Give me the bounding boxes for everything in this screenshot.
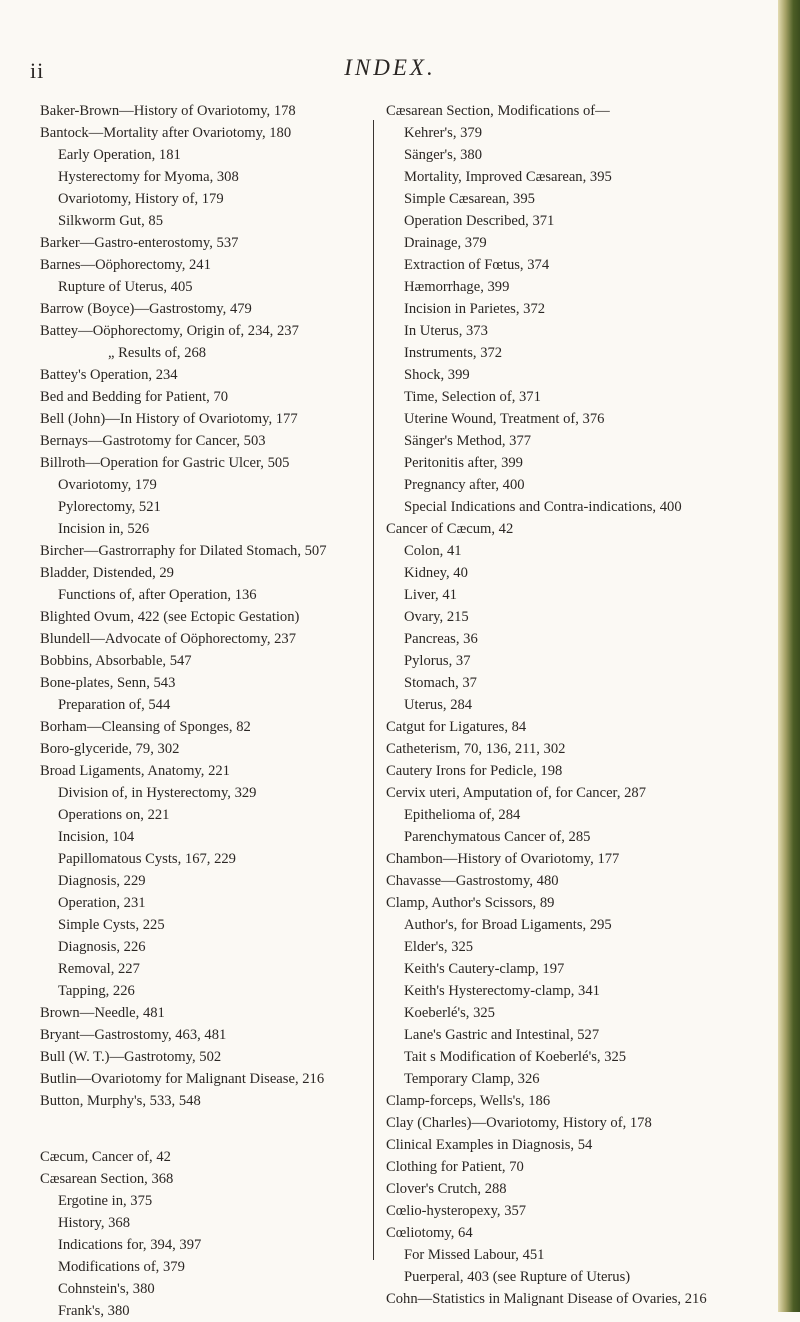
index-subentry: Functions of, after Operation, 136 xyxy=(58,587,257,603)
index-subentry: Kehrer's, 379 xyxy=(404,125,483,141)
index-subentry: Incision, 104 xyxy=(58,829,135,845)
index-entry: Cæsarean Section, 368 xyxy=(40,1171,174,1187)
index-subentry: Pancreas, 36 xyxy=(404,631,478,647)
page-title: INDEX. xyxy=(344,55,436,80)
page-number: ii xyxy=(30,58,45,83)
index-subentry: Sänger's, 380 xyxy=(404,147,483,163)
index-entry: Bryant—Gastrostomy, 463, 481 xyxy=(40,1027,227,1043)
index-subentry: Instruments, 372 xyxy=(404,345,503,361)
index-subentry: Ovariotomy, History of, 179 xyxy=(58,191,224,207)
index-entry: Battey's Operation, 234 xyxy=(40,367,178,383)
index-subentry: Temporary Clamp, 326 xyxy=(404,1071,540,1087)
index-subentry: Preparation of, 544 xyxy=(58,697,171,713)
index-subentry: Ergotine in, 375 xyxy=(58,1193,153,1209)
index-subentry: Operation Described, 371 xyxy=(404,213,555,229)
index-subentry: Puerperal, 403 (see Rupture of Uterus) xyxy=(404,1269,631,1285)
index-entry: Bobbins, Absorbable, 547 xyxy=(40,653,192,669)
index-entry: Borham—Cleansing of Sponges, 82 xyxy=(40,719,251,735)
index-entry: Bladder, Distended, 29 xyxy=(40,565,174,581)
index-subentry: Uterus, 284 xyxy=(404,697,473,713)
index-subentry: Frank's, 380 xyxy=(58,1303,130,1319)
index-subentry: Uterine Wound, Treatment of, 376 xyxy=(404,411,605,427)
index-subentry: Tait s Modification of Koeberlé's, 325 xyxy=(404,1049,627,1065)
index-entry: Button, Murphy's, 533, 548 xyxy=(40,1093,201,1109)
index-entry: Cancer of Cæcum, 42 xyxy=(386,521,514,537)
index-subentry: Papillomatous Cysts, 167, 229 xyxy=(58,851,236,867)
index-entry: Brown—Needle, 481 xyxy=(40,1005,165,1021)
index-subentry: Diagnosis, 226 xyxy=(58,939,146,955)
index-entry: Barker—Gastro-enterostomy, 537 xyxy=(40,235,239,251)
left-index-column xyxy=(40,100,368,1322)
index-subentry: Incision in Parietes, 372 xyxy=(404,301,546,317)
index-entry: Clover's Crutch, 288 xyxy=(386,1181,507,1197)
index-entry: Bantock—Mortality after Ovariotomy, 180 xyxy=(40,125,292,141)
column-divider xyxy=(373,120,374,1260)
index-subentry: Modifications of, 379 xyxy=(58,1259,185,1275)
index-subentry: Operations on, 221 xyxy=(58,807,170,823)
index-entry: Cœliotomy, 64 xyxy=(386,1225,473,1241)
index-subentry: Cohnstein's, 380 xyxy=(58,1281,155,1297)
index-entry: Cohn—Statistics in Malignant Disease of Ovaries, 216 xyxy=(386,1291,707,1307)
index-subentry: Early Operation, 181 xyxy=(58,147,181,163)
index-subentry: Rupture of Uterus, 405 xyxy=(58,279,193,295)
index-entry: Broad Ligaments, Anatomy, 221 xyxy=(40,763,230,779)
page-edge-shadow xyxy=(778,0,800,1312)
index-entry: Clothing for Patient, 70 xyxy=(386,1159,524,1175)
index-subentry: Koeberlé's, 325 xyxy=(404,1005,495,1021)
index-subentry: Time, Selection of, 371 xyxy=(404,389,541,405)
index-entry: Bone-plates, Senn, 543 xyxy=(40,675,176,691)
index-entry: Battey—Oöphorectomy, Origin of, 234, 237 xyxy=(40,323,299,339)
index-subentry: Colon, 41 xyxy=(404,543,462,559)
index-subentry: Incision in, 526 xyxy=(58,521,150,537)
index-subentry: Indications for, 394, 397 xyxy=(58,1237,202,1253)
index-subentry: Simple Cysts, 225 xyxy=(58,917,165,933)
index-entry: Clay (Charles)—Ovariotomy, History of, 178 xyxy=(386,1115,652,1131)
index-entry: Catgut for Ligatures, 84 xyxy=(386,719,527,735)
index-subentry: Hæmorrhage, 399 xyxy=(404,279,510,295)
index-entry: Butlin—Ovariotomy for Malignant Disease, 216 xyxy=(40,1071,325,1087)
index-subentry: Simple Cæsarean, 395 xyxy=(404,191,535,207)
index-subentry: Pylorus, 37 xyxy=(404,653,471,669)
index-subentry: Removal, 227 xyxy=(58,961,140,977)
index-entry: Barrow (Boyce)—Gastrostomy, 479 xyxy=(40,301,252,317)
index-subentry: Special Indications and Contra-indications, 400 xyxy=(404,499,682,515)
index-entry: Clamp, Author's Scissors, 89 xyxy=(386,895,555,911)
index-entry: Bernays—Gastrotomy for Cancer, 503 xyxy=(40,433,266,449)
index-entry: Chavasse—Gastrostomy, 480 xyxy=(386,873,559,889)
index-entry: Bircher—Gastrorraphy for Dilated Stomach, 507 xyxy=(40,543,327,559)
index-subentry: Mortality, Improved Cæsarean, 395 xyxy=(404,169,612,185)
section-gap xyxy=(40,1112,368,1146)
index-subentry: Elder's, 325 xyxy=(404,939,474,955)
index-subentry: Ovariotomy, 179 xyxy=(58,477,157,493)
index-subentry: In Uterus, 373 xyxy=(404,323,488,339)
index-subentry: Liver, 41 xyxy=(404,587,457,603)
index-entry: Billroth—Operation for Gastric Ulcer, 505 xyxy=(40,455,290,471)
index-entry: Catheterism, 70, 136, 211, 302 xyxy=(386,741,566,757)
index-subentry: Tapping, 226 xyxy=(58,983,135,999)
index-entry: Chambon—History of Ovariotomy, 177 xyxy=(386,851,620,867)
index-subentry: Drainage, 379 xyxy=(404,235,487,251)
index-subentry: For Missed Labour, 451 xyxy=(404,1247,545,1263)
index-entry: Cervix uteri, Amputation of, for Cancer, 287 xyxy=(386,785,647,801)
index-subentry: Stomach, 37 xyxy=(404,675,477,691)
index-subentry: Division of, in Hysterectomy, 329 xyxy=(58,785,257,801)
index-entry: Clinical Examples in Diagnosis, 54 xyxy=(386,1137,593,1153)
index-subentry: History, 368 xyxy=(58,1215,131,1231)
index-subentry: Epithelioma of, 284 xyxy=(404,807,521,823)
index-subentry: Pregnancy after, 400 xyxy=(404,477,525,493)
index-subentry: Keith's Cautery-clamp, 197 xyxy=(404,961,565,977)
index-entry: Cœlio-hysteropexy, 357 xyxy=(386,1203,527,1219)
right-index-column xyxy=(386,100,748,1310)
index-subentry: Author's, for Broad Ligaments, 295 xyxy=(404,917,612,933)
index-entry: Cæcum, Cancer of, 42 xyxy=(40,1149,171,1165)
index-entry: Bull (W. T.)—Gastrotomy, 502 xyxy=(40,1049,222,1065)
index-subentry: Parenchymatous Cancer of, 285 xyxy=(404,829,591,845)
index-entry: Blighted Ovum, 422 (see Ectopic Gestation) xyxy=(40,609,300,625)
index-entry: Boro-glyceride, 79, 302 xyxy=(40,741,180,757)
index-entry: Cæsarean Section, Modifications of— xyxy=(386,103,610,119)
index-subentry: Diagnosis, 229 xyxy=(58,873,146,889)
index-subentry: Sänger's Method, 377 xyxy=(404,433,532,449)
index-subentry: Shock, 399 xyxy=(404,367,470,383)
index-entry: Bell (John)—In History of Ovariotomy, 177 xyxy=(40,411,298,427)
index-subentry: „ Results of, 268 xyxy=(108,345,207,361)
index-entry: Baker-Brown—History of Ovariotomy, 178 xyxy=(40,103,296,119)
index-subentry: Operation, 231 xyxy=(58,895,146,911)
index-subentry: Kidney, 40 xyxy=(404,565,468,581)
index-subentry: Peritonitis after, 399 xyxy=(404,455,523,471)
index-entry: Bed and Bedding for Patient, 70 xyxy=(40,389,229,405)
index-subentry: Ovary, 215 xyxy=(404,609,469,625)
index-entry: Cautery Irons for Pedicle, 198 xyxy=(386,763,563,779)
index-subentry: Silkworm Gut, 85 xyxy=(58,213,163,229)
index-subentry: Pylorectomy, 521 xyxy=(58,499,161,515)
index-entry: Barnes—Oöphorectomy, 241 xyxy=(40,257,211,273)
index-subentry: Lane's Gastric and Intestinal, 527 xyxy=(404,1027,600,1043)
index-subentry: Hysterectomy for Myoma, 308 xyxy=(58,169,239,185)
index-subentry: Extraction of Fœtus, 374 xyxy=(404,257,550,273)
index-entry: Clamp-forceps, Wells's, 186 xyxy=(386,1093,551,1109)
index-subentry: Keith's Hysterectomy-clamp, 341 xyxy=(404,983,600,999)
index-entry: Blundell—Advocate of Oöphorectomy, 237 xyxy=(40,631,297,647)
